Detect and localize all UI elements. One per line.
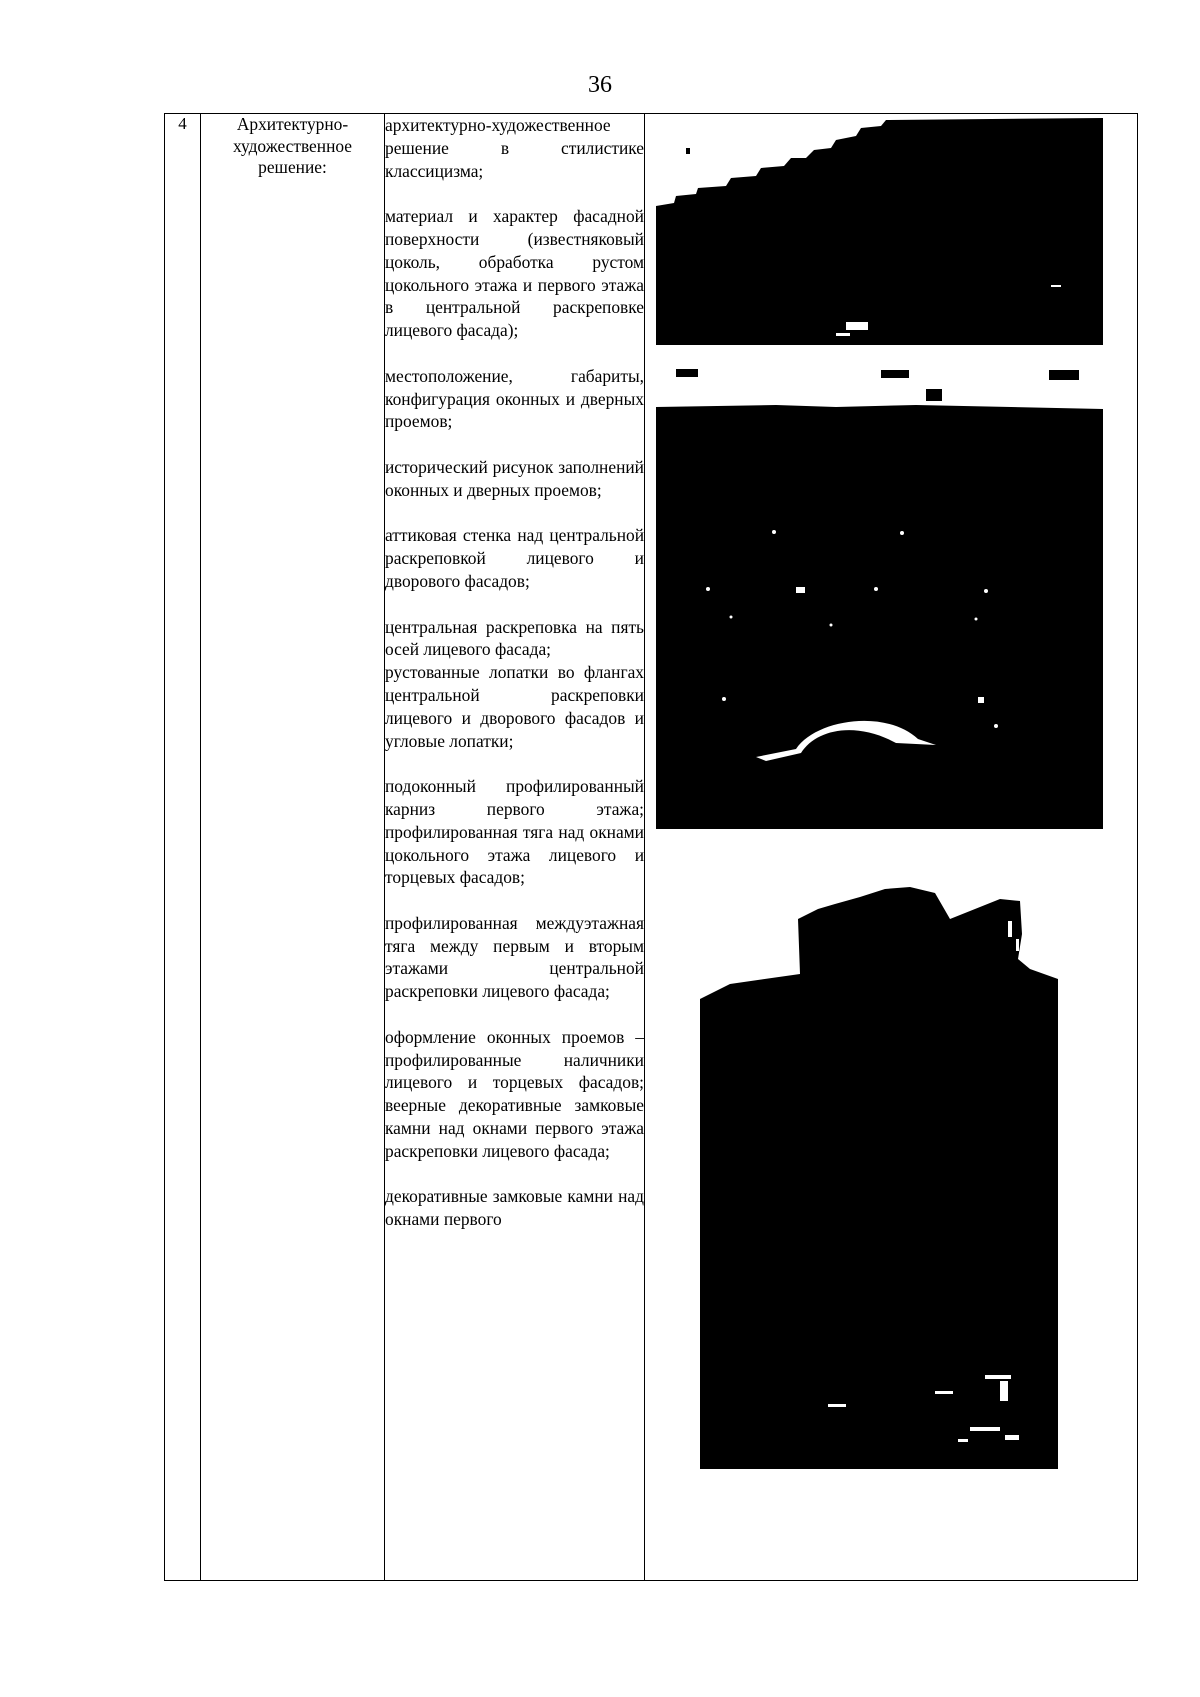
- paragraph: местоположение, габариты, конфигурация оконных и дверных проемов;: [385, 365, 644, 432]
- facade-photo-1: [656, 118, 1103, 345]
- row-description: [385, 114, 645, 1581]
- row-index: 4: [165, 114, 201, 1581]
- paragraph: исторический рисунок заполнений оконных и дверных проемов;: [385, 456, 644, 500]
- paragraph: архитектурно-художественное решение в стилистике классицизма;: [385, 115, 644, 181]
- page-number: 36: [588, 72, 612, 98]
- document-table: [164, 113, 1138, 1581]
- paragraph: центральная раскреповка на пять осей лицевого фасада;: [385, 616, 644, 660]
- facade-photo-1-image: [656, 118, 1103, 345]
- paragraph: материал и характер фасадной поверхности (известняковый цоколь, обработка рустом цокольного этажа и первого этажа в центральной раскреповке лицевого фасада);: [385, 206, 644, 341]
- facade-photo-2: [656, 369, 1103, 829]
- paragraph: подоконный профилированный карниз первого этажа; профилированная тяга над окнами цокольного этажа лицевого и торцевых фасадов;: [385, 776, 644, 888]
- paragraph: декоративные замковые камни над окнами первого: [385, 1186, 644, 1230]
- paragraph: рустованные лопатки во флангах центральной раскреповки лицевого и дворового фасадов и угловые лопатки;: [385, 662, 644, 751]
- facade-photo-3: [700, 879, 1060, 1469]
- paragraph: профилированная междуэтажная тяга между первым и вторым этажами центральной раскреповки лицевого фасада;: [385, 912, 644, 1002]
- table-row: [165, 114, 1138, 1581]
- paragraph: оформление оконных проемов – профилированные наличники лицевого и торцевых фасадов; веерные декоративные замковые камни над окнами первого этажа раскреповки лицевого фасада;: [385, 1026, 644, 1161]
- photos-cell: [645, 114, 1138, 1581]
- facade-photo-2-image: [656, 369, 1103, 829]
- facade-photo-3-image: [700, 879, 1060, 1469]
- row-name-text: Архитектурно- художественное решение:: [232, 114, 353, 177]
- row-name: [201, 114, 385, 1581]
- paragraph: аттиковая стенка над центральной раскреповкой лицевого и дворового фасадов;: [385, 525, 644, 591]
